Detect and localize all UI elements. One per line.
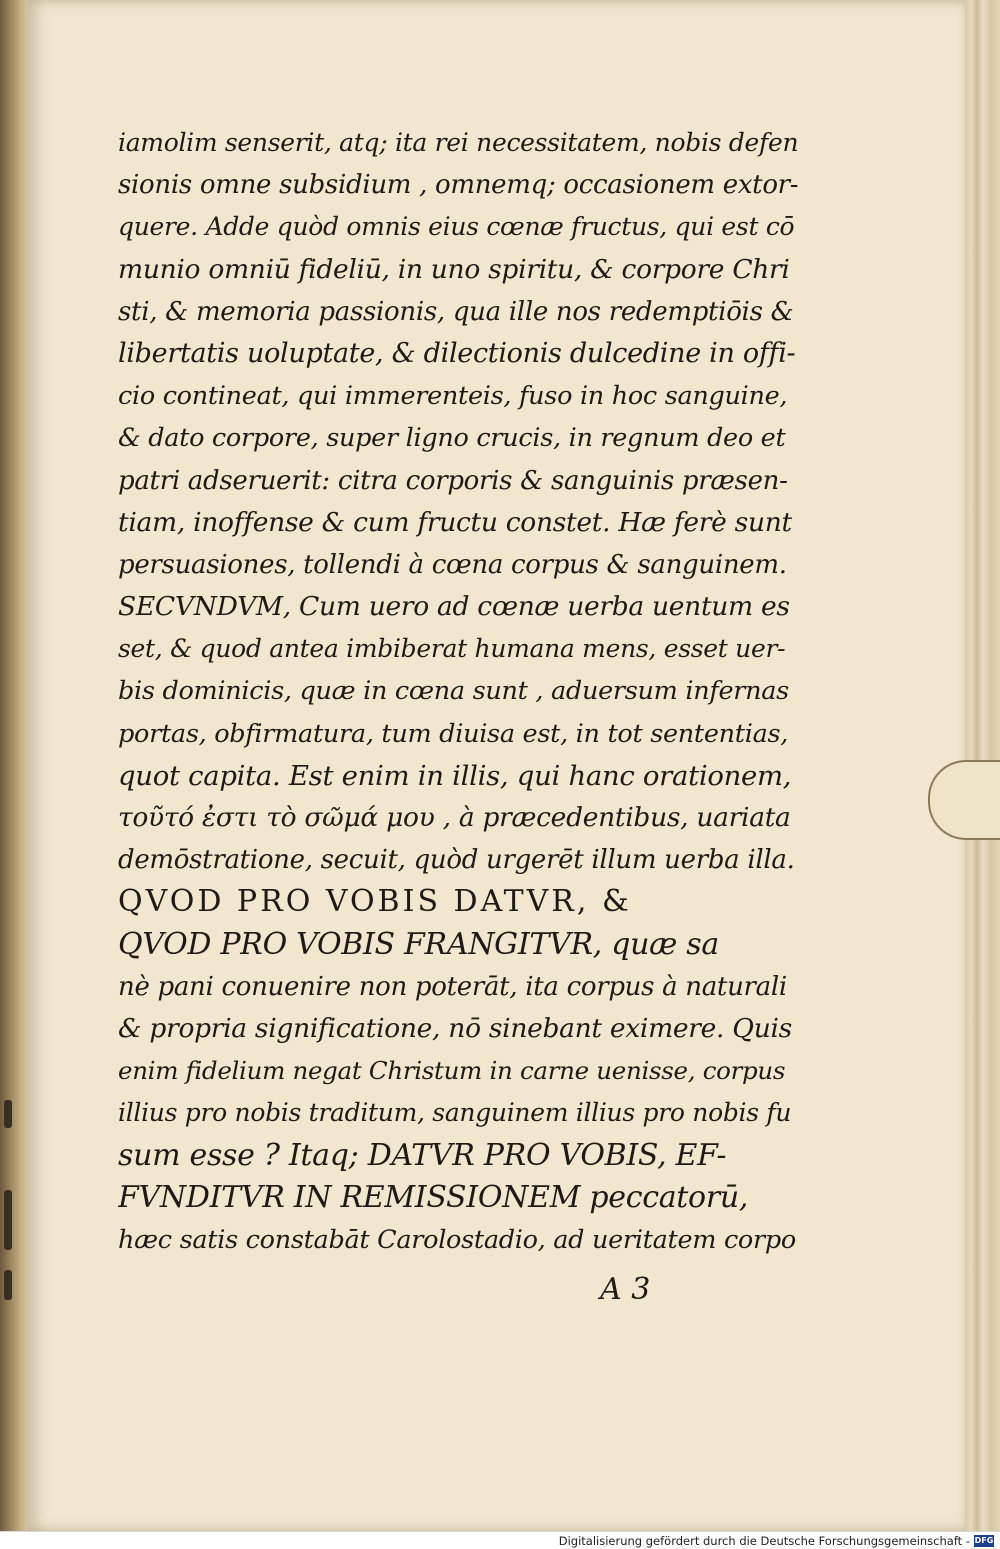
text-line: quere. Adde quòd omnis eius cœnæ fructus, qui est cō: [118, 212, 795, 242]
text-line: sti, & memoria passionis, qua ille nos redemptiōis &: [118, 296, 794, 327]
text-line: hæc satis constabāt Carolostadio, ad ueritatem corpo: [118, 1224, 796, 1255]
text-line: QVOD PRO VOBIS FRANGITVR, quæ sa: [118, 926, 719, 962]
text-line: sum esse ? Itaq; DATVR PRO VOBIS, EF-: [118, 1137, 727, 1173]
footer-bar: [0, 1531, 1000, 1549]
text-line: & dato corpore, super ligno crucis, in regnum deo et: [118, 423, 786, 454]
funding-credit: Digitalisierung gefördert durch die Deutsche Forschungsgemeinschaft -: [558, 1534, 970, 1548]
text-line: nè pani conuenire non poterāt, ita corpus à naturali: [118, 971, 787, 1002]
margin-mark: [4, 1100, 12, 1128]
text-line: patri adseruerit: citra corporis & sanguinis præsen-: [118, 465, 788, 496]
text-line: iamolim senserit, atq; ita rei necessitatem, nobis defen: [118, 128, 798, 157]
text-line: demōstratione, secuit, quòd urgerēt illum uerba illa.: [118, 845, 795, 876]
text-line: quot capita. Est enim in illis, qui hanc orationem,: [118, 759, 792, 792]
page-tab-notch: [928, 760, 1000, 840]
margin-mark: [4, 1190, 12, 1250]
text-line: portas, obfirmatura, tum diuisa est, in tot sententias,: [118, 718, 789, 749]
text-line: QVOD PRO VOBIS DATVR, &: [118, 884, 632, 920]
text-line: enim fidelium negat Christum in carne uenisse, corpus: [118, 1056, 786, 1086]
margin-mark: [4, 1270, 12, 1300]
dfg-logo-icon: DFG: [974, 1536, 994, 1545]
text-line: tiam, inoffense & cum fructu constet. Hæ ferè sunt: [118, 506, 792, 538]
signature-mark: A 3: [600, 1272, 651, 1307]
text-line: persuasiones, tollendi à cœna corpus & sanguinem.: [118, 549, 787, 580]
text-line: SECVNDVM, Cum uero ad cœnæ uerba uentum es: [118, 591, 790, 623]
text-line: munio omniū fideliū, in uno spiritu, & corpore Chri: [118, 253, 790, 285]
text-line: & propria significatione, nō sinebant eximere. Quis: [118, 1012, 792, 1044]
text-line: FVNDITVR IN REMISSIONEM peccatorū,: [118, 1179, 749, 1215]
text-line: bis dominicis, quæ in cœna sunt , aduersum infernas: [118, 676, 789, 707]
body-text: [118, 122, 798, 1261]
text-line: set, & quod antea imbiberat humana mens, esset uer-: [118, 634, 786, 664]
text-line: cio contineat, qui immerenteis, fuso in hoc sanguine,: [118, 381, 788, 412]
text-line: illius pro nobis traditum, sanguinem illius pro nobis fu: [118, 1098, 792, 1128]
text-line: sionis omne subsidium , omnemq; occasionem extor-: [118, 170, 798, 201]
text-line-greek: τοῦτό ἐστι τὸ σῶμά μου , à præcedentibus, uariata: [118, 802, 791, 833]
text-line: libertatis uoluptate, & dilectionis dulcedine in offi-: [118, 337, 796, 369]
